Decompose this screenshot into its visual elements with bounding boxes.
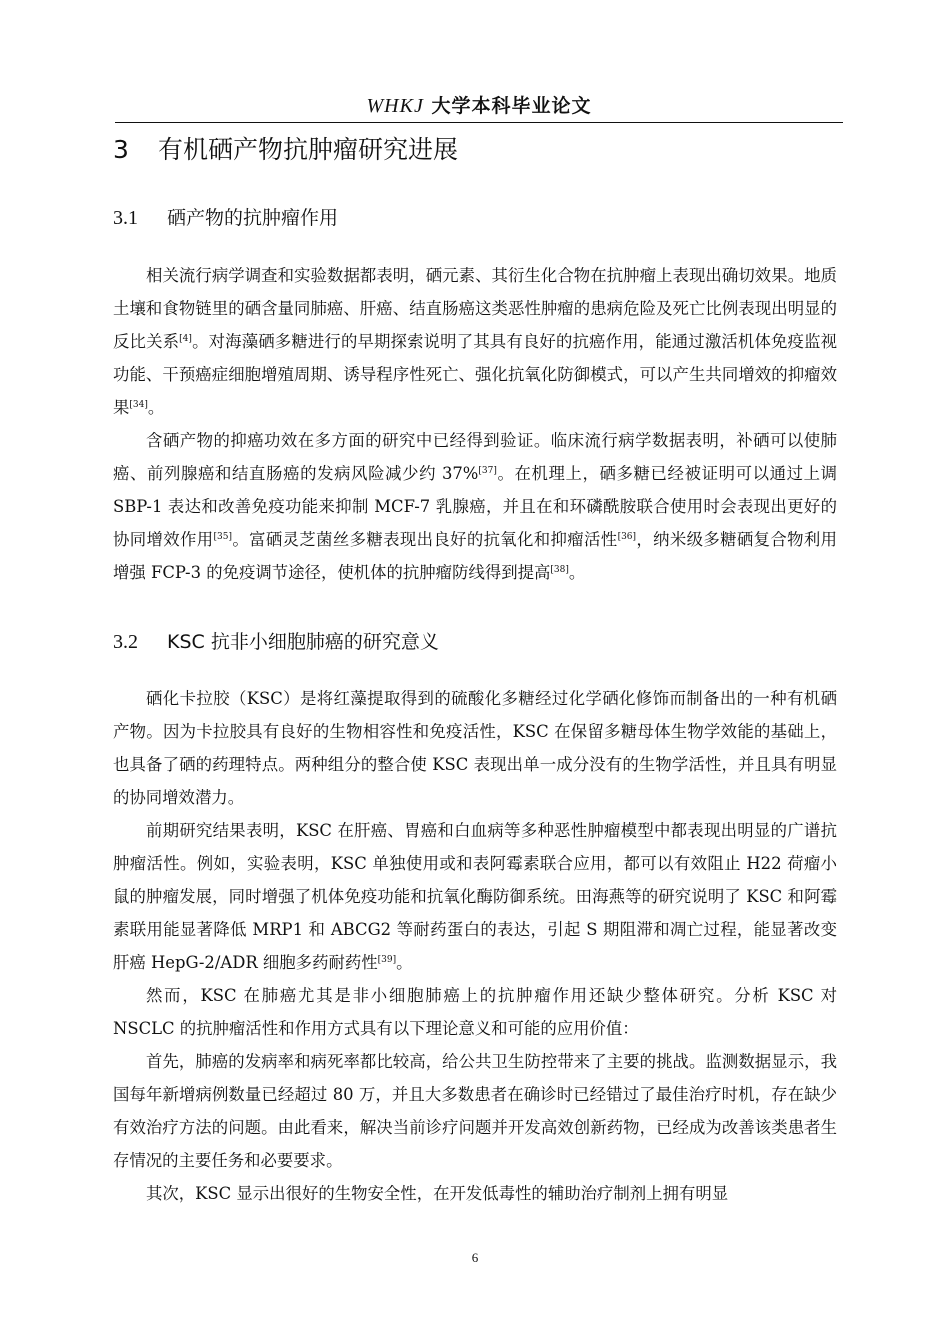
paragraph <box>113 1045 837 1177</box>
citation: [38] <box>550 565 569 575</box>
paragraph-text: 。 <box>568 563 586 582</box>
paragraph <box>113 682 837 814</box>
citation: [36] <box>617 532 637 542</box>
chapter-number: 3 <box>113 135 129 164</box>
paragraph-text: ，纳米级多糖硒复合物利用增强 FCP-3 的免疫调节途径，使机体的抗肿瘤防线得到提高 <box>113 530 838 582</box>
paragraph <box>113 1177 837 1210</box>
paragraph <box>113 814 837 979</box>
citation: [34] <box>129 400 148 410</box>
paragraph <box>113 979 837 1045</box>
citation: [4] <box>179 334 192 344</box>
section-number: 3.1 <box>113 207 138 229</box>
page-header <box>115 92 843 123</box>
page-number: 6 <box>471 1250 479 1265</box>
section-number: 3.2 <box>113 631 138 653</box>
paragraph-text: 然而，KSC 在肺癌尤其是非小细胞肺癌上的抗肿瘤作用还缺少整体研究。分析 KSC 对 NSCLC 的抗肿瘤活性和作用方式具有以下理论意义和可能的应用价值： <box>113 986 837 1038</box>
section-title-text: 硒产物的抗肿瘤作用 <box>167 207 339 229</box>
section-body <box>113 259 837 589</box>
section-title <box>113 628 439 656</box>
citation: [35] <box>213 532 232 542</box>
paragraph <box>113 259 837 424</box>
paragraph-text: 含硒产物的抑癌功效在多方面的研究中已经得到验证。临床流行病学数据表明，补硒可以使肺癌、前列腺癌和结直肠癌的发病风险减少约 37% <box>113 431 837 483</box>
paragraph-text: 相关流行病学调查和实验数据都表明，硒元素、其衍生化合物在抗肿瘤上表现出确切效果。地质土壤和食物链里的硒含量同肺癌、肝癌、结直肠癌这类恶性肿瘤的患病危险及死亡比例表现出明显的反比关系 <box>113 266 837 351</box>
section-title-text: KSC 抗非小细胞肺癌的研究意义 <box>167 631 439 653</box>
paragraph-text: 。 <box>396 953 413 972</box>
section-title <box>113 204 338 232</box>
paragraph-text: 。富硒灵芝菌丝多糖表现出良好的抗氧化和抑瘤活性 <box>231 530 618 549</box>
header-latin: WHKJ <box>366 95 424 117</box>
citation: [39] <box>377 955 397 965</box>
chapter-title-text: 有机硒产物抗肿瘤研究进展 <box>158 135 459 164</box>
citation: [37] <box>478 466 497 476</box>
paragraph-text: 首先，肺癌的发病率和病死率都比较高，给公共卫生防控带来了主要的挑战。监测数据显示，我国每年新增病例数量已经超过 80 万，并且大多数患者在确诊时已经错过了最佳治疗时机，存在缺少有效治疗方法的问题。由此看来，解决当前诊疗问题并开发高效创新药物，已经成为改善该类患者生存情况的主要任务和必要要求。 <box>113 1052 837 1170</box>
chapter-title <box>113 132 458 168</box>
paragraph <box>113 424 837 589</box>
paragraph-text: 。 <box>147 398 165 417</box>
paragraph-text: 。在机理上，硒多糖已经被证明可以通过上调 SBP-1 表达和改善免疫功能来抑制 MCF-7 乳腺癌，并且在和环磷酰胺联合使用时会表现出更好的协同增效作用 <box>113 464 838 549</box>
paragraph-text: 其次，KSC 显示出很好的生物安全性，在开发低毒性的辅助治疗制剂上拥有明显 <box>146 1184 729 1203</box>
header-title: 大学本科毕业论文 <box>431 95 592 117</box>
section-body <box>113 682 837 1210</box>
paragraph-text: 。对海藻硒多糖进行的早期探索说明了其具有良好的抗癌作用，能通过激活机体免疫监视功能、干预癌症细胞增殖周期、诱导程序性死亡、强化抗氧化防御模式，可以产生共同增效的抑瘤效果 <box>113 332 838 417</box>
paragraph-text: 前期研究结果表明，KSC 在肝癌、胃癌和白血病等多种恶性肿瘤模型中都表现出明显的广谱抗肿瘤活性。例如，实验表明，KSC 单独使用或和表阿霉素联合应用，都可以有效阻止 H22 荷瘤小鼠的肿瘤发展，同时增强了机体免疫功能和抗氧化酶防御系统。田海燕等的研究说明了 KSC 和阿霉素联用能显著降低 MRP1 和 ABCG2 等耐药蛋白的表达，引起 S 期阻滞和凋亡过程，能显著改变肝癌 HepG-2/ADR 细胞多药耐药性 <box>113 821 837 972</box>
paragraph-text: 硒化卡拉胶（KSC）是将红藻提取得到的硫酸化多糖经过化学硒化修饰而制备出的一种有机硒产物。因为卡拉胶具有良好的生物相容性和免疫活性，KSC 在保留多糖母体生物学效能的基础上，也具备了硒的药理特点。两种组分的整合使 KSC 表现出单一成分没有的生物学活性，并且具有明显的协同增效潜力。 <box>113 689 837 807</box>
